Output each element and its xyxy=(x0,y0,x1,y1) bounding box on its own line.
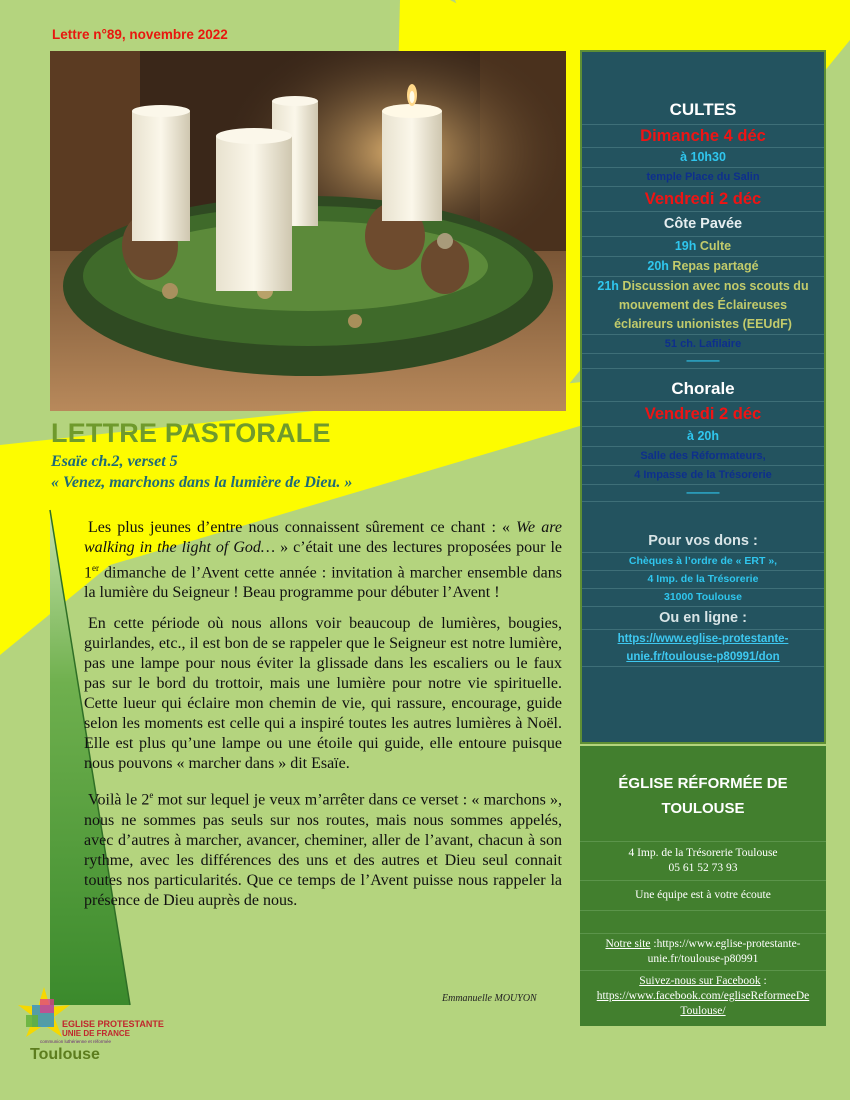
church-address: 4 Imp. de la Trésorerie Toulouse xyxy=(628,847,778,859)
verse-block xyxy=(51,451,352,493)
chorale-place-b: 4 Impasse de la Trésorerie xyxy=(582,466,824,485)
p1-text-a: Les plus jeunes d’entre nous connaissent sûrement ce chant : « xyxy=(88,519,517,536)
schedule-21h xyxy=(582,277,824,335)
cultes-address-2: 51 ch. Lafilaire xyxy=(582,335,824,354)
p3-text-a: Voilà le 2 xyxy=(88,791,150,809)
facebook-link[interactable]: https://www.facebook.com/egliseReformeeDeToulouse/ xyxy=(596,990,810,1017)
paragraph-1 xyxy=(84,518,562,603)
verse-quote: « Venez, marchons dans la lumière de Dieu. » xyxy=(51,474,353,491)
label-21h: Discussion avec nos scouts du mouvement des Éclaireuses éclaireurs unionistes (EEUdF) xyxy=(614,279,809,331)
time-19h: 19h xyxy=(674,239,697,253)
paragraph-2: En cette période où nous allons voir beaucoup de lumières, bougies, guirlandes, etc., il est bon de se rappeler que le Seigneur est notre lumière, pas une lampe pour nous éviter la glissade dans les escaliers ou le faux pas sur le bord du trottoir, mais une lumière pour notre vie spirituelle. Cette lueur qui éclaire mon chemin de vie, qui rassure, encourage, guide selon les moments est celle qui a inspiré toutes les autres lumières à Noël. Elle est plus qu’une lampe ou une étoile qui guide, elle entoure puisque nous pouvons « marcher dans » dit Esaïe. xyxy=(84,615,562,773)
article-title: LETTRE PASTORALE xyxy=(51,418,331,448)
separator-2: ——— xyxy=(582,485,824,502)
advent-wreath-photo xyxy=(50,51,566,411)
time-20h: 20h xyxy=(647,259,669,273)
dons-line-1: Chèques à l’ordre de « ERT », xyxy=(582,553,824,571)
facebook-info xyxy=(580,974,826,1019)
p1-superscript: er xyxy=(92,563,99,573)
signature: Emmanuelle MOUYON xyxy=(442,993,537,1004)
schedule-19h xyxy=(582,237,824,257)
logo-line-2: UNIE DE FRANCE xyxy=(62,1029,131,1038)
divider xyxy=(580,933,826,934)
spacer xyxy=(582,502,824,530)
chorale-time: à 20h xyxy=(582,427,824,447)
chorale-place-a: Salle des Réformateurs, xyxy=(582,447,824,466)
divider xyxy=(580,970,826,971)
issue-header: Lettre n°89, novembre 2022 xyxy=(52,27,228,42)
facebook-label: Suivez-nous sur Facebook xyxy=(639,975,761,987)
online-title: Ou en ligne : xyxy=(582,607,824,630)
cultes-date-2: Vendredi 2 déc xyxy=(582,187,824,212)
schedule-20h xyxy=(582,257,824,277)
online-donation-link[interactable]: https://www.eglise-protestante-unie.fr/toulouse-p80991/don xyxy=(582,630,824,667)
time-21h: 21h xyxy=(597,279,619,293)
p3-superscript: e xyxy=(149,790,154,801)
church-phone: 05 61 52 73 93 xyxy=(668,862,738,874)
epudf-logo xyxy=(18,985,164,1045)
label-19h: Culte xyxy=(696,239,732,253)
dons-title: Pour vos dons : xyxy=(582,530,824,553)
cultes-place-2: Côte Pavée xyxy=(582,212,824,237)
dons-line-3: 31000 Toulouse xyxy=(582,589,824,607)
chorale-title: Chorale xyxy=(582,377,824,402)
paragraph-3 xyxy=(84,785,562,910)
article-body xyxy=(84,518,562,922)
logo-line-3: communion luthérienne et réformée xyxy=(40,1039,112,1044)
services-sidebar xyxy=(580,50,826,744)
chorale-date: Vendredi 2 déc xyxy=(582,402,824,427)
website-info xyxy=(580,937,826,967)
separator-1: ——— xyxy=(582,354,824,369)
p1-song-title: We are walking in the light of God… xyxy=(84,519,562,556)
cultes-place-1: temple Place du Salin xyxy=(582,168,824,187)
facebook-colon: : xyxy=(760,975,767,987)
spacer xyxy=(580,821,826,841)
divider xyxy=(580,841,826,842)
label-20h: Repas partagé xyxy=(668,259,759,273)
cultes-date-1: Dimanche 4 déc xyxy=(582,125,824,148)
cultes-title: CULTES xyxy=(582,96,824,125)
sidebar-top-spacer xyxy=(582,52,824,96)
p1-text-b: » c’était une des lectures proposées pour le 1 xyxy=(84,539,563,582)
church-team: Une équipe est à votre écoute xyxy=(635,889,771,901)
dons-line-2: 4 Imp. de la Trésorerie xyxy=(582,571,824,589)
spacer xyxy=(580,911,826,933)
website-link[interactable]: :https://www.eglise-protestante-unie.fr/toulouse-p80991 xyxy=(647,938,801,965)
website-label: Notre site xyxy=(605,938,651,950)
divider xyxy=(580,880,826,881)
verse-reference: Esaïe ch.2, verset 5 xyxy=(51,453,178,470)
p1-text-c: dimanche de l’Avent cette année : invitation à marcher ensemble dans la lumière du Seigneur ! Beau programme pour débuter l’Avent ! xyxy=(84,564,562,602)
church-info-box xyxy=(580,746,826,1026)
logo-city: Toulouse xyxy=(30,1046,100,1063)
cultes-time-1: à 10h30 xyxy=(582,148,824,168)
spacer xyxy=(582,369,824,377)
p3-text-b: mot sur lequel je veux m’arrêter dans ce verset : « marchons », nous ne sommes pas seuls sur nos routes, mais nous sommes appelés, avec d’autres à marcher, avancer, cheminer, aller de l’avant, chacun à son rythme, avec les différences des uns et des autres et Dieu seul connait toutes nos particularités. Que ce temps de l’Avent puisse nous rappeler la présence de Dieu auprès de nous. xyxy=(84,791,563,909)
logo-line-1: EGLISE PROTESTANTE xyxy=(62,1019,164,1029)
church-name: ÉGLISE RÉFORMÉE DE TOULOUSE xyxy=(618,775,788,817)
